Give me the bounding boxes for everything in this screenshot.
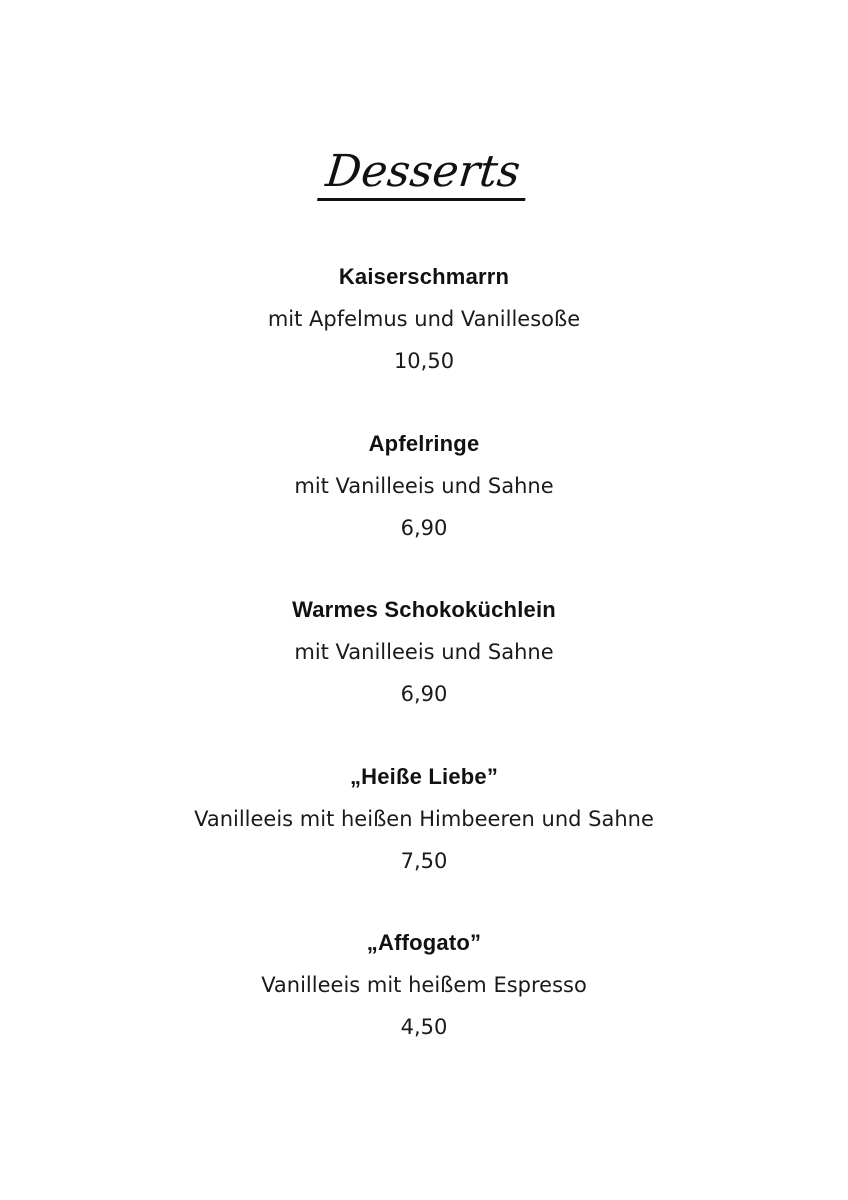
item-name: Warmes Schokoküchlein [292,597,556,622]
item-price: 6,90 [400,682,448,706]
item-price: 4,50 [400,1015,448,1039]
item-name: „Affogato” [366,930,482,955]
item-description: mit Vanilleeis und Sahne [294,474,554,498]
item-name: „Heiße Liebe” [349,764,499,789]
menu-item-apfelringe [0,430,848,542]
menu-item-kaiserschmarrn [0,263,848,375]
item-name: Apfelringe [368,431,480,456]
item-price: 10,50 [393,349,455,373]
item-name: Kaiserschmarrn [338,264,510,289]
title-container [0,146,848,201]
item-description: Vanilleeis mit heißen Himbeeren und Sahne [194,807,654,831]
page-title: Desserts [317,146,531,201]
menu-item-heisse-liebe [0,763,848,875]
menu-item-affogato [0,929,848,1041]
item-price: 7,50 [400,849,448,873]
item-price: 6,90 [400,516,448,540]
item-description: mit Vanilleeis und Sahne [294,640,554,664]
menu-item-warmes-schokokuechlein [0,596,848,708]
item-description: Vanilleeis mit heißem Espresso [261,973,587,997]
item-description: mit Apfelmus und Vanillesoße [267,307,581,331]
